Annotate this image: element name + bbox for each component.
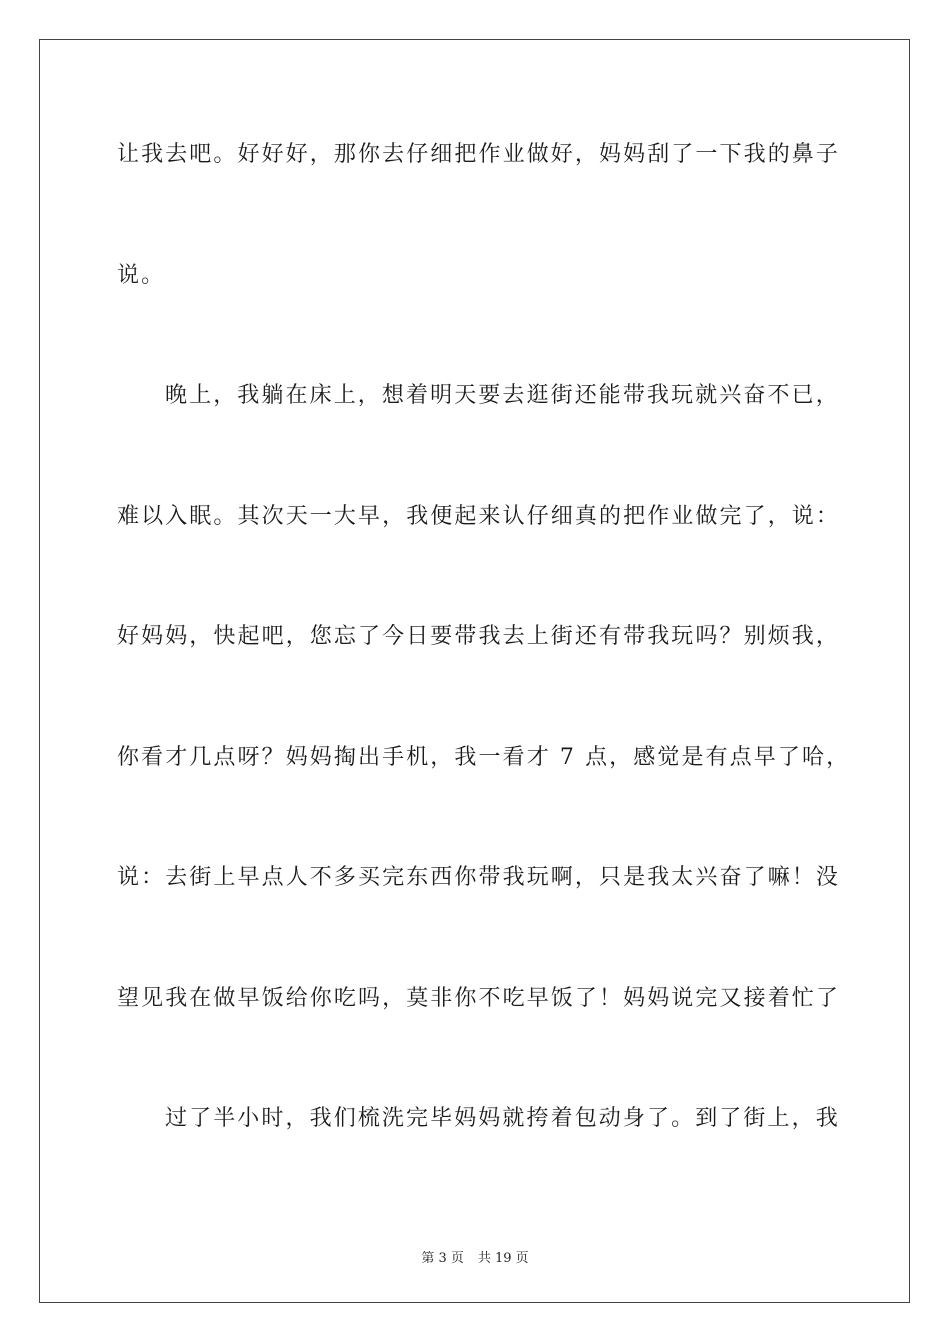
paragraph-line-8: 望见我在做早饭给你吃吗，莫非你不吃早饭了！妈妈说完又接着忙了 <box>117 985 841 1011</box>
paragraph-line-6: 你看才几点呀？妈妈掏出手机，我一看才 7 点，感觉是有点早了哈， <box>117 744 851 770</box>
paragraph-line-5: 好妈妈，快起吧，您忘了今日要带我去上街还有带我玩吗？别烦我， <box>117 624 841 649</box>
paragraph-line-1: 让我去吧。好好好，那你去仔细把作业做好，妈妈刮了一下我的鼻子 <box>117 142 841 167</box>
paragraph-line-9: 过了半小时，我们梳洗完毕妈妈就挎着包动身了。到了街上，我 <box>165 1106 840 1131</box>
document-body <box>117 124 851 1209</box>
paragraph-line-4: 难以入眠。其次天一大早，我便起来认仔细真的把作业做完了，说： <box>117 503 841 529</box>
paragraph-line-7: 说：去街上早点人不多买完东西你带我玩啊，只是我太兴奋了嘛！没 <box>117 865 841 890</box>
page-footer <box>0 1247 950 1266</box>
paragraph-line-2: 说。 <box>117 262 166 288</box>
paragraph-line-3: 晚上，我躺在床上，想着明天要去逛街还能带我玩就兴奋不已， <box>165 383 840 408</box>
page-number: 第 3 页 <box>421 1251 464 1266</box>
page-total: 共 19 页 <box>477 1251 529 1266</box>
